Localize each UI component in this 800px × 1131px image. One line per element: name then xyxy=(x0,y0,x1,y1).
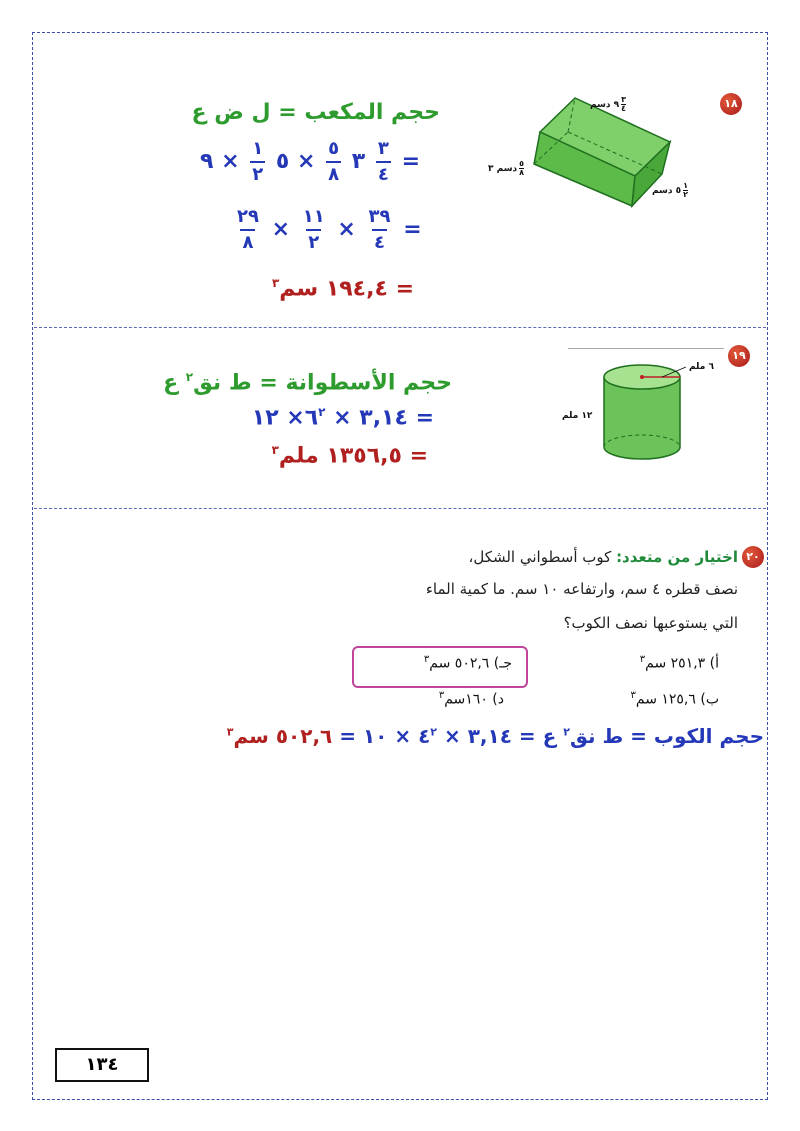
p20-question-line2: نصف قطره ٤ سم، وارتفاعه ١٠ سم. ما كمية الماء xyxy=(425,580,738,598)
problem-18-number: ١٨ xyxy=(724,97,738,110)
p18-line1: ٣ $\frac{٥}{٨}$ × ٥ $\frac{١}{٢}$ × ٩ $\frac{٣}{٤}$ = xyxy=(200,138,420,185)
problem-19-number: ١٩ xyxy=(732,349,746,362)
p19-title: حجم الأسطوانة = ط نق$^٢$ ع xyxy=(163,370,452,396)
option-a[interactable]: أ) ٢٥١,٣ سم$^٣$ xyxy=(639,654,719,672)
prism-label-bottom: ٥ دسم $\frac{١}{٢}$ xyxy=(652,181,689,199)
option-b[interactable]: ب) ١٢٥,٦ سم$^٣$ xyxy=(630,690,719,708)
cylinder-figure xyxy=(596,355,696,475)
problem-18-badge xyxy=(720,93,742,115)
page-number: ١٣٤ xyxy=(55,1048,149,1082)
option-d[interactable]: د) ١٦٠سم$^٣$ xyxy=(438,690,504,708)
p20-answer: حجم الكوب = ط نق$^٢$ ع = ٣,١٤ × $٤^٢$ × ١٠ = ٥٠٢,٦ سم$^٣$ xyxy=(226,724,764,748)
p19-rule xyxy=(568,348,724,349)
prism-label-left: دسم ٣ $\frac{٥}{٨}$ xyxy=(488,159,525,177)
separator-1 xyxy=(34,327,766,328)
separator-2 xyxy=(34,508,766,509)
p19-line1: = ٣,١٤ × $٦^٢\times$ ١٢ xyxy=(251,405,434,431)
problem-20-badge xyxy=(742,546,764,568)
problem-20-number: ٢٠ xyxy=(746,550,760,563)
p20-question-line3: التي يستوعبها نصف الكوب؟ xyxy=(563,614,738,632)
p18-result: = ١٩٤,٤ سم$^٣$ xyxy=(271,276,414,302)
p20-question-line1: اختيار من متعدد: كوب أسطواني الشكل، xyxy=(468,548,738,566)
p18-title: حجم المكعب = ل ض ع xyxy=(191,100,440,125)
cylinder-label-radius: ٦ ملم xyxy=(689,362,714,372)
p19-result: = ١٣٥٦,٥ ملم$^٣$ xyxy=(271,443,428,469)
p18-line2: $\frac{٢٩}{٨}$ × $\frac{١١}{٢}$ × $\frac{٣٩}{٤}$ = xyxy=(237,206,422,253)
prism-label-top: $\frac{٣}{٤}$ ٩ دسم xyxy=(590,95,627,113)
cylinder-label-height: ١٢ ملم xyxy=(562,411,593,421)
option-c[interactable]: جـ) ٥٠٢,٦ سم$^٣$ xyxy=(423,654,512,672)
problem-19-badge xyxy=(728,345,750,367)
